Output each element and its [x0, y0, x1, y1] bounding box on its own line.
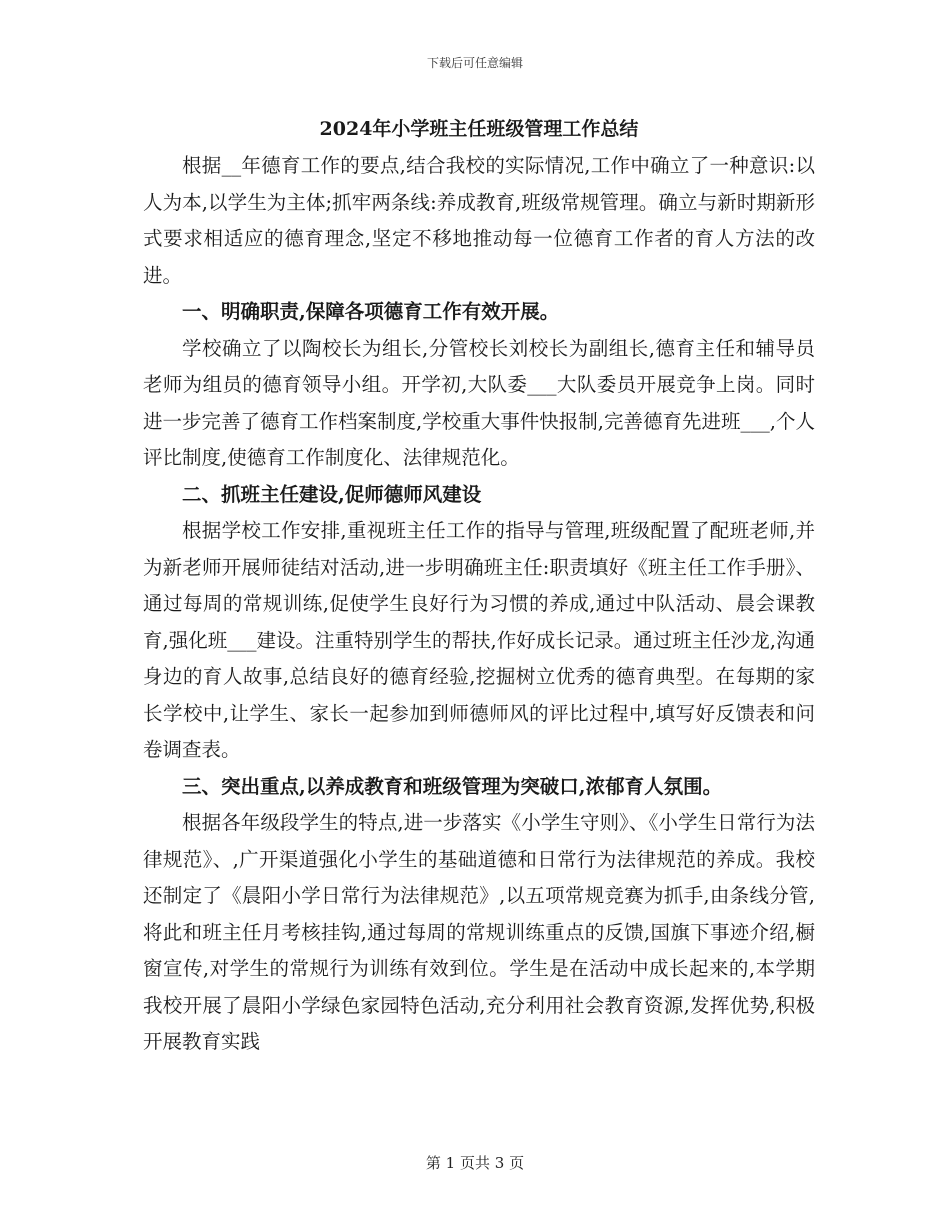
paragraph-section-2: 根据学校工作安排,重视班主任工作的指导与管理,班级配置了配班老师,并为新老师开展师徒结对活动,进一步明确班主任:职责填好《班主任工作手册》、通过每周的常规训练,促使学生良好行为习惯的养成,通过中队活动、晨会课教育,强化班___建设。注重特别学生的帮扶,作好成长记录。通过班主任沙龙,沟通身边的育人故事,总结良好的德育经验,挖掘树立优秀的德育典型。在每期的家长学校中,让学生、家长一起参加到师德师风的评比过程中,填写好反馈表和问卷调查表。: [143, 519, 815, 761]
paragraph-intro: 根据__年德育工作的要点,结合我校的实际情况,工作中确立了一种意识:以人为本,以学生为主体;抓牢两条线:养成教育,班级常规管理。确立与新时期新形式要求相适应的德育理念,坚定不移地推动每一位德育工作者的育人方法的改进。: [143, 154, 815, 287]
section-heading-1: 一、明确职责,保障各项德育工作有效开展。: [182, 300, 560, 323]
document-title: 2024年小学班主任班级管理工作总结: [319, 118, 639, 140]
document-body: [143, 112, 815, 1061]
header-note: 下载后可任意编辑: [426, 56, 523, 70]
paragraph-section-3: 根据各年级段学生的特点,进一步落实《小学生守则》、《小学生日常行为法律规范》、,广开渠道强化小学生的基础道德和日常行为法律规范的养成。我校还制定了《晨阳小学日常行为法律规范》,以五项常规竞赛为抓手,由条线分管,将此和班主任月考核挂钩,通过每周的常规训练重点的反馈,国旗下事迹介绍,橱窗宣传,对学生的常规行为训练有效到位。学生是在活动中成长起来的,本学期我校开展了晨阳小学绿色家园特色活动,充分利用社会教育资源,发挥优势,积极开展教育实践: [143, 811, 815, 1053]
section-heading-3: 三、突出重点,以养成教育和班级管理为突破口,浓郁育人氛围。: [182, 774, 723, 798]
section-heading-2: 二、抓班主任建设,促师德师风建设: [182, 482, 482, 506]
paragraph-section-1: 学校确立了以陶校长为组长,分管校长刘校长为副组长,德育主任和辅导员老师为组员的德育领导小组。开学初,大队委___大队委员开展竞争上岗。同时进一步完善了德育工作档案制度,学校重大事件快报制,完善德育先进班___,个人评比制度,使德育工作制度化、法律规范化。: [143, 336, 815, 469]
page-number-footer: 第 1 页共 3 页: [425, 1154, 525, 1172]
